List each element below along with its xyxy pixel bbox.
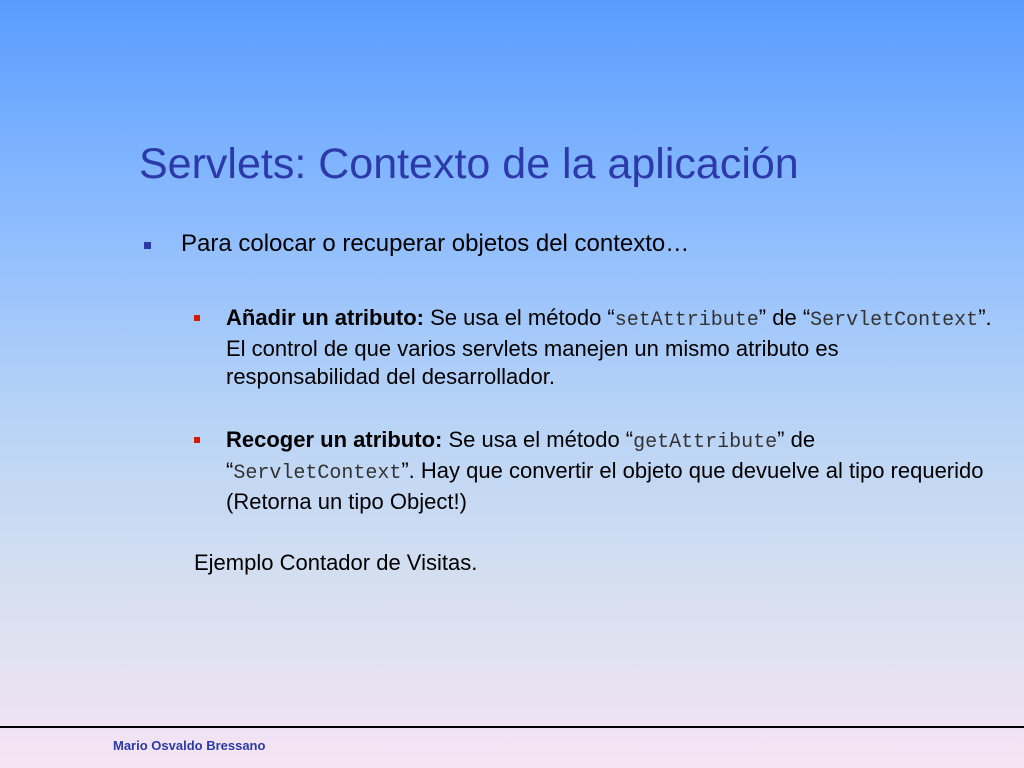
sub-bullet-text [226, 426, 996, 516]
sub-bullet-text-part: ” de “ [226, 427, 816, 483]
sub-bullet-heading: Añadir un atributo: [226, 305, 424, 330]
slide-title: Servlets: Contexto de la aplicación [139, 140, 799, 188]
sub-bullet-text-part: ”. Hay que convertir el objeto que devuelve al tipo requerido (Retorna un tipo Object!) [226, 458, 984, 514]
sub-bullet-text [226, 304, 996, 391]
square-bullet-icon [194, 315, 200, 321]
code-method-name: setAttribute [614, 309, 759, 332]
sub-bullet-heading: Recoger un atributo: [226, 427, 443, 452]
sub-bullet-text-part: ” de “ [758, 305, 811, 330]
sub-bullet-text-part: Se usa el método “ [442, 427, 634, 452]
sub-bullet-text-part: Se usa el método “ [423, 305, 615, 330]
footer-author: Mario Osvaldo Bressano [113, 738, 266, 753]
code-class-name: ServletContext [810, 309, 979, 332]
code-class-name: ServletContext [233, 462, 402, 485]
square-bullet-icon [194, 437, 200, 443]
footer-divider [0, 726, 1024, 728]
code-method-name: getAttribute [633, 431, 778, 454]
sub-bullet-text-part: ”. El control de que varios servlets manejen un mismo atributo es responsabilidad del desarrollador. [226, 305, 992, 389]
square-bullet-icon [144, 242, 151, 249]
example-text: Ejemplo Contador de Visitas. [194, 550, 478, 575]
main-bullet-text: Para colocar o recuperar objetos del contexto… [181, 230, 690, 257]
